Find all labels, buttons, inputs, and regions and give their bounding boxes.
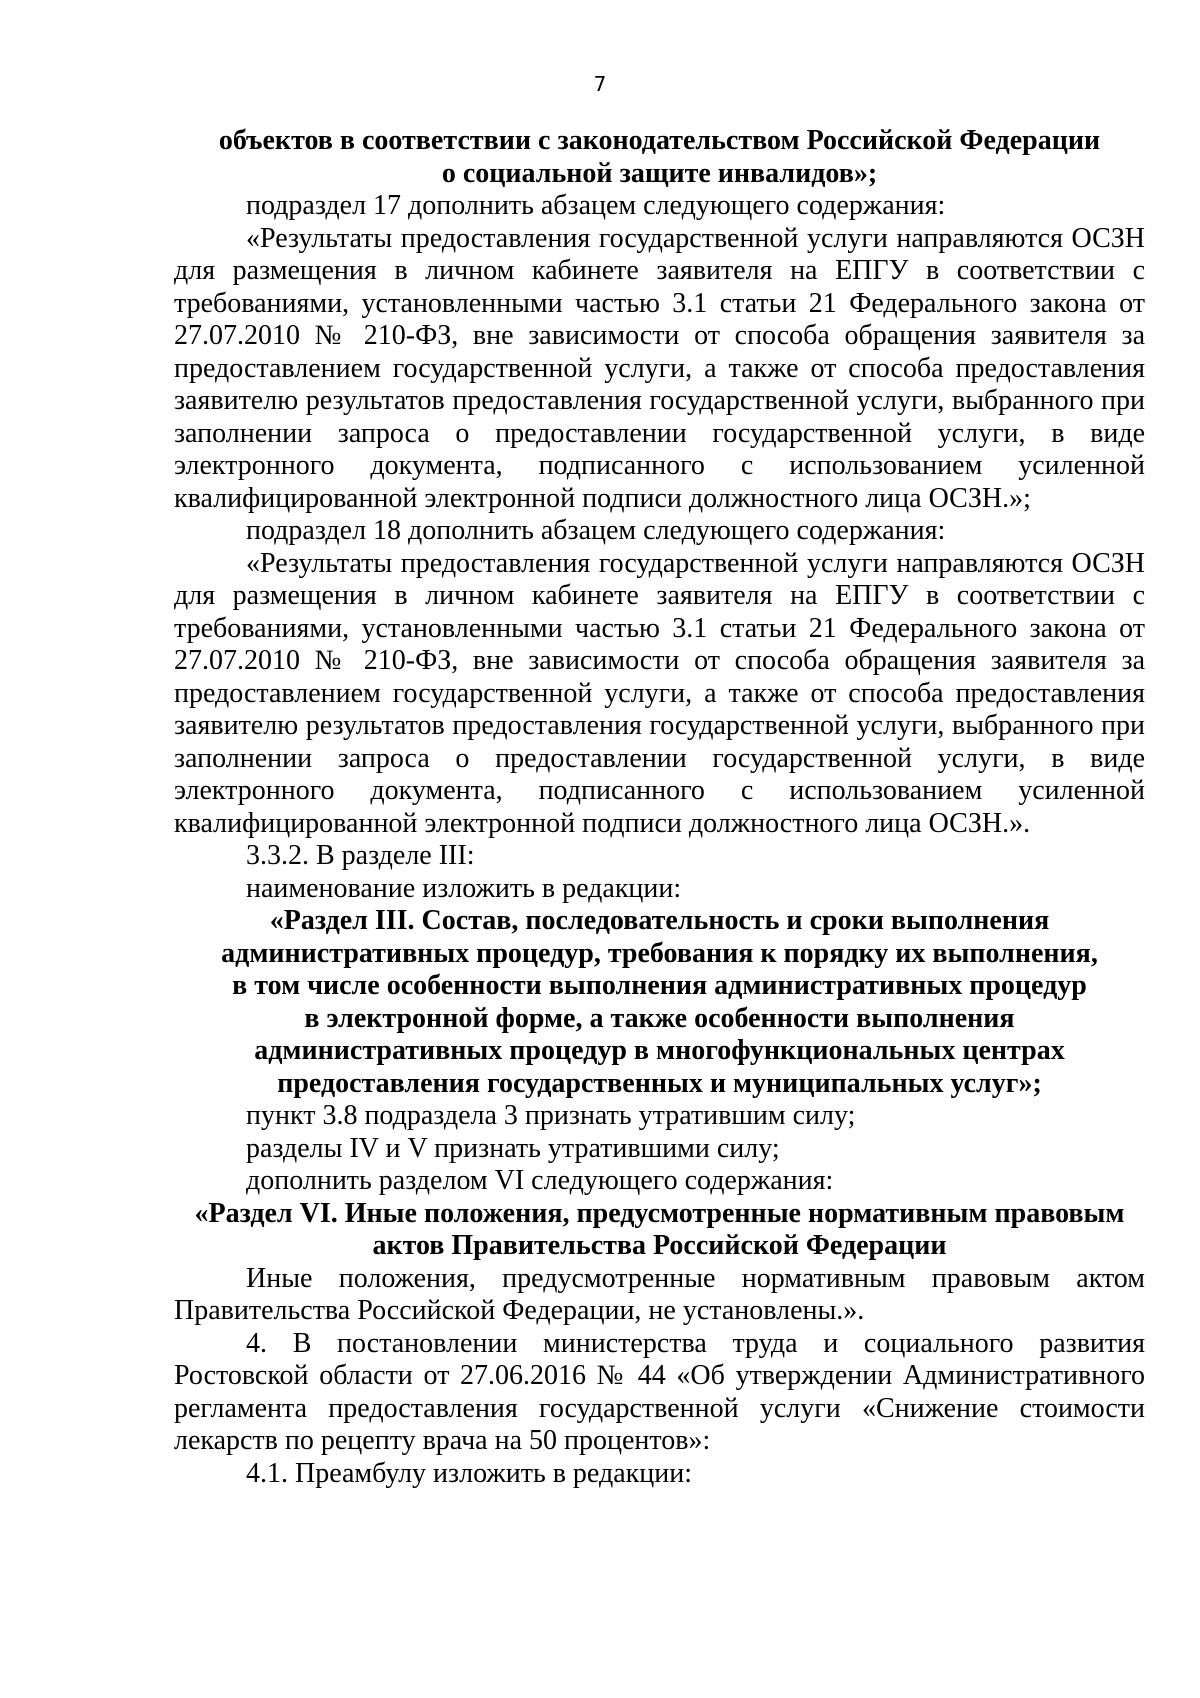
heading-line: административных процедур в многофункциональных центрах xyxy=(254,1035,1065,1066)
heading-line: объектов в соответствии с законодательством Российской Федерации xyxy=(218,125,1101,156)
page-number: 7 xyxy=(593,72,607,96)
section-heading xyxy=(174,125,1145,190)
paragraph: разделы IV и V признать утратившими силу; xyxy=(246,1132,780,1164)
heading-line: в том числе особенности выполнения административных процедур xyxy=(232,970,1087,1001)
paragraph: «Результаты предоставления государственной услуги направляются ОСЗН для размещения в личном кабинете заявителя на ЕПГУ в соответствии с требованиями, установленными частью 3.1 статьи 21 Федерального закона от 27.07.2010 № 210-ФЗ, вне зависимости от способа обращения заявителя за предоставлением государственной услуги, а также от способа предоставления заявителю результатов предоставления государственной услуги, выбранного при заполнении запроса о предоставлении государственной услуги, в виде электронного документа, подписанного с использованием усиленной квалифицированной электронной подписи должностного лица ОСЗН.»; xyxy=(174,222,1145,514)
document-body xyxy=(174,125,1145,1490)
paragraph: наименование изложить в редакции: xyxy=(246,872,682,904)
heading-line: «Раздел III. Состав, последовательность и сроки выполнения xyxy=(269,905,1050,936)
paragraph: 3.3.2. В разделе III: xyxy=(246,840,475,871)
paragraph: 4.1. Преамбулу изложить в редакции: xyxy=(246,1457,693,1489)
paragraph: подраздел 18 дополнить абзацем следующего содержания: xyxy=(246,515,946,546)
paragraph: Иные положения, предусмотренные нормативным правовым актом Правительства Российской Федерации, не установлены.». xyxy=(174,1262,1145,1326)
heading-line: актов Правительства Российской Федерации xyxy=(372,1230,947,1261)
heading-line: административных процедур, требования к порядку их выполнения, xyxy=(221,937,1098,969)
paragraph: пункт 3.8 подраздела 3 признать утратившим силу; xyxy=(246,1100,856,1131)
section-heading xyxy=(154,1198,1165,1263)
heading-line: в электронной форме, а также особенности выполнения xyxy=(304,1002,1015,1034)
heading-line: предоставления государственных и муниципальных услуг»; xyxy=(277,1067,1042,1099)
heading-line: о социальной защите инвалидов»; xyxy=(441,157,878,189)
paragraph: 4. В постановлении министерства труда и социального развития Ростовской области от 27.06.2016 № 44 «Об утверждении Административного регламента предоставления государственной услуги «Снижение стоимости лекарств по рецепту врача на 50 процентов»: xyxy=(174,1327,1145,1456)
section-heading xyxy=(174,905,1145,1100)
paragraph: дополнить разделом VI следующего содержания: xyxy=(246,1165,834,1196)
paragraph: «Результаты предоставления государственной услуги направляются ОСЗН для размещения в личном кабинете заявителя на ЕПГУ в соответствии с требованиями, установленными частью 3.1 статьи 21 Федерального закона от 27.07.2010 № 210-ФЗ, вне зависимости от способа обращения заявителя за предоставлением государственной услуги, а также от способа предоставления заявителю результатов предоставления государственной услуги, выбранного при заполнении запроса о предоставлении государственной услуги, в виде электронного документа, подписанного с использованием усиленной квалифицированной электронной подписи должностного лица ОСЗН.». xyxy=(174,547,1145,839)
paragraph: подраздел 17 дополнить абзацем следующего содержания: xyxy=(246,190,946,221)
heading-line: «Раздел VI. Иные положения, предусмотренные нормативным правовым xyxy=(194,1197,1125,1229)
